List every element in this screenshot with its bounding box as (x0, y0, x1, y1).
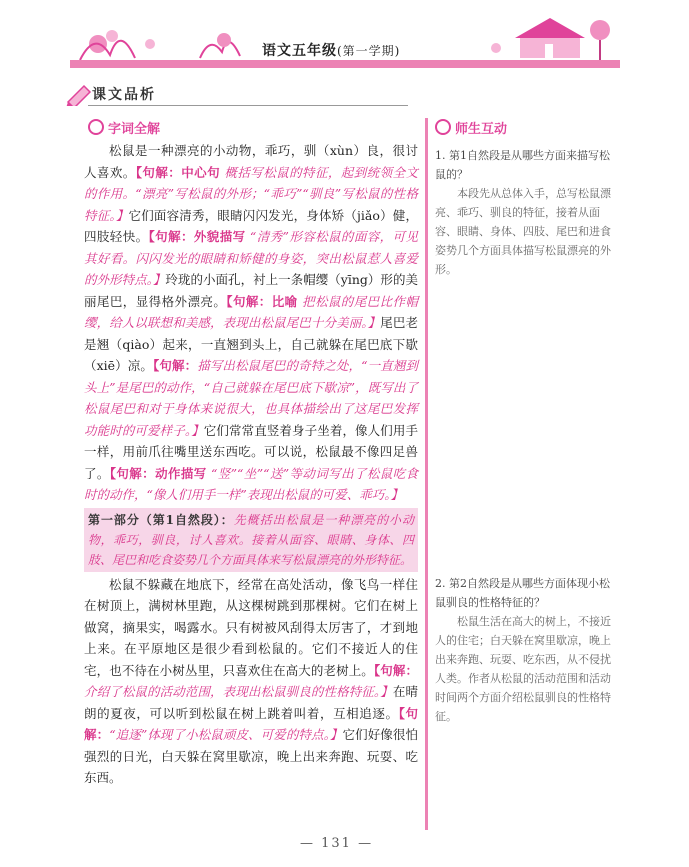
qa-block-1 (435, 146, 620, 279)
right-heading (435, 118, 507, 137)
annotation-text: 介绍了松鼠的活动范围，表现出松鼠驯良的性格特征。】 (84, 684, 393, 699)
left-heading (88, 118, 160, 137)
text-segment: 在晴朗的夏夜，可以听到松鼠在树上跳着叫着，互相追逐。 (84, 684, 418, 721)
answer-1: 本段先从总体入手，总写松鼠漂亮、乖巧、驯良的特征，接着从面容、眼睛、身体、四肢、尾巴和进食姿势几个方面具体描写松鼠漂亮的外形。 (435, 187, 611, 276)
question-1: 1. 第1自然段是从哪些方面来描写松鼠的？ (435, 149, 610, 181)
annotation-text: “清秀”形容松鼠的面容，可见其好看。闪闪发光的眼睛和矫健的身姿，突出松鼠惹人喜爱的外形特点。】 (84, 229, 418, 287)
page-number: — 131 — (300, 836, 374, 851)
part-summary-box (84, 508, 418, 572)
text-segment: 尾巴老是翘（qiào）起来，一直翘到头上，自己就躲在尾巴底下歇（xiē）凉。 (84, 315, 418, 373)
text-segment: 它们好像很怕强烈的日光，白天躲在窝里歇凉，晚上出来奔跑、玩耍、吃东西。 (84, 727, 418, 785)
answer-2: 松鼠生活在高大的树上，不接近人的住宅；白天躲在窝里歇凉，晚上出来奔跑、玩耍、吃东西，从不侵扰人类。作者从松鼠的活动范围和活动时间两个方面介绍松鼠驯良的性格特征。 (435, 615, 611, 723)
annotation-tag: 【句解：外貌描写 (148, 229, 246, 244)
header-band (70, 60, 620, 68)
annotation-text: “追逐”体现了小松鼠顽皮、可爱的特点。】 (109, 727, 343, 742)
book-term: (第一学期) (337, 44, 401, 58)
qa-block-2 (435, 574, 620, 726)
section-underline (88, 105, 408, 106)
page-header-title (262, 40, 400, 60)
text-segment: 松鼠是一种漂亮的小动物，乖巧，驯（xùn）良，很讨人喜欢。 (84, 143, 418, 180)
paragraph-1 (84, 140, 418, 506)
left-heading-label: 字词全解 (108, 122, 161, 137)
annotation-tag: 【句解：动作描写 (109, 465, 207, 481)
text-segment: 玲珑的小面孔，衬上一条帽缨（yīng）形的美丽尾巴，显得格外漂亮。 (84, 272, 418, 309)
annotation-text: “竖”“坐”“送”等动词写出了松鼠吃食时的动作，“像人们用手一样”表现出松鼠的可爱、乖巧。】 (84, 465, 418, 502)
pencil-icon (64, 82, 94, 106)
question-2: 2. 第2自然段是从哪些方面体现小松鼠驯良的性格特征的？ (435, 577, 610, 609)
annotation-tag: 【句解：比喻 (226, 293, 298, 309)
text-segment: 它们常常直竖着身子坐着，像人们用手一样，用前爪往嘴里送东西吃。可以说，松鼠最不像四足兽了。 (84, 422, 418, 481)
annotation-text: 描写出松鼠尾巴的奇特之处，“一直翘到头上”是尾巴的动作，“自己就躲在尾巴底下歇凉”，既写出了松鼠尾巴和对于身体来说很大，也具体描绘出了这尾巴发挥功能时的可爱样子。】 (84, 358, 418, 438)
summary-heading: 第一部分（第1自然段）： (88, 512, 234, 527)
text-segment: 松鼠不躲藏在地底下，经常在高处活动，像飞鸟一样住在树顶上，满树林里跑，从这棵树跳到那棵树。它们在树上做窝，摘果实，喝露水。只有树被风刮得太厉害了，才到地上来。在平原地区是很少看到松鼠的。它们不接近人的住宅，也不待在小树丛里，只喜欢住在高大的老树上。 (84, 576, 418, 678)
summary-text: 先概括出松鼠是一种漂亮的小动物，乖巧，驯良，讨人喜欢。接着从面容、眼睛、身体、四肢、尾巴和吃食姿势几个方面具体来写松鼠漂亮的外形特征。 (88, 512, 414, 567)
book-title: 语文五年级 (262, 43, 337, 59)
main-text-column (84, 140, 418, 789)
paragraph-2 (84, 574, 418, 789)
text-segment: 它们面容清秀，眼睛闪闪发光，身体矫（jiǎo）健，四肢轻快。 (84, 207, 418, 244)
annotation-tag: 【句解： (373, 662, 418, 678)
magnifier-icon (435, 119, 451, 135)
section-title: 课文品析 (92, 87, 156, 103)
annotation-text: 概括写松鼠的特征，起到统领全文的作用。“漂亮”写松鼠的外形；“乖巧”“驯良”写松鼠的性格特征。】 (84, 164, 418, 223)
right-heading-label: 师生互动 (455, 122, 508, 137)
annotation-tag: 【句解： (84, 705, 418, 742)
annotation-tag: 【句解：中心句 (135, 164, 221, 180)
column-divider (425, 118, 428, 830)
magnifier-icon (88, 119, 104, 135)
annotation-tag: 【句解： (153, 358, 198, 373)
annotation-text: 把松鼠的尾巴比作帽缨，给人以联想和美感，表现出松鼠尾巴十分美丽。】 (84, 293, 418, 330)
page-header (0, 0, 689, 80)
